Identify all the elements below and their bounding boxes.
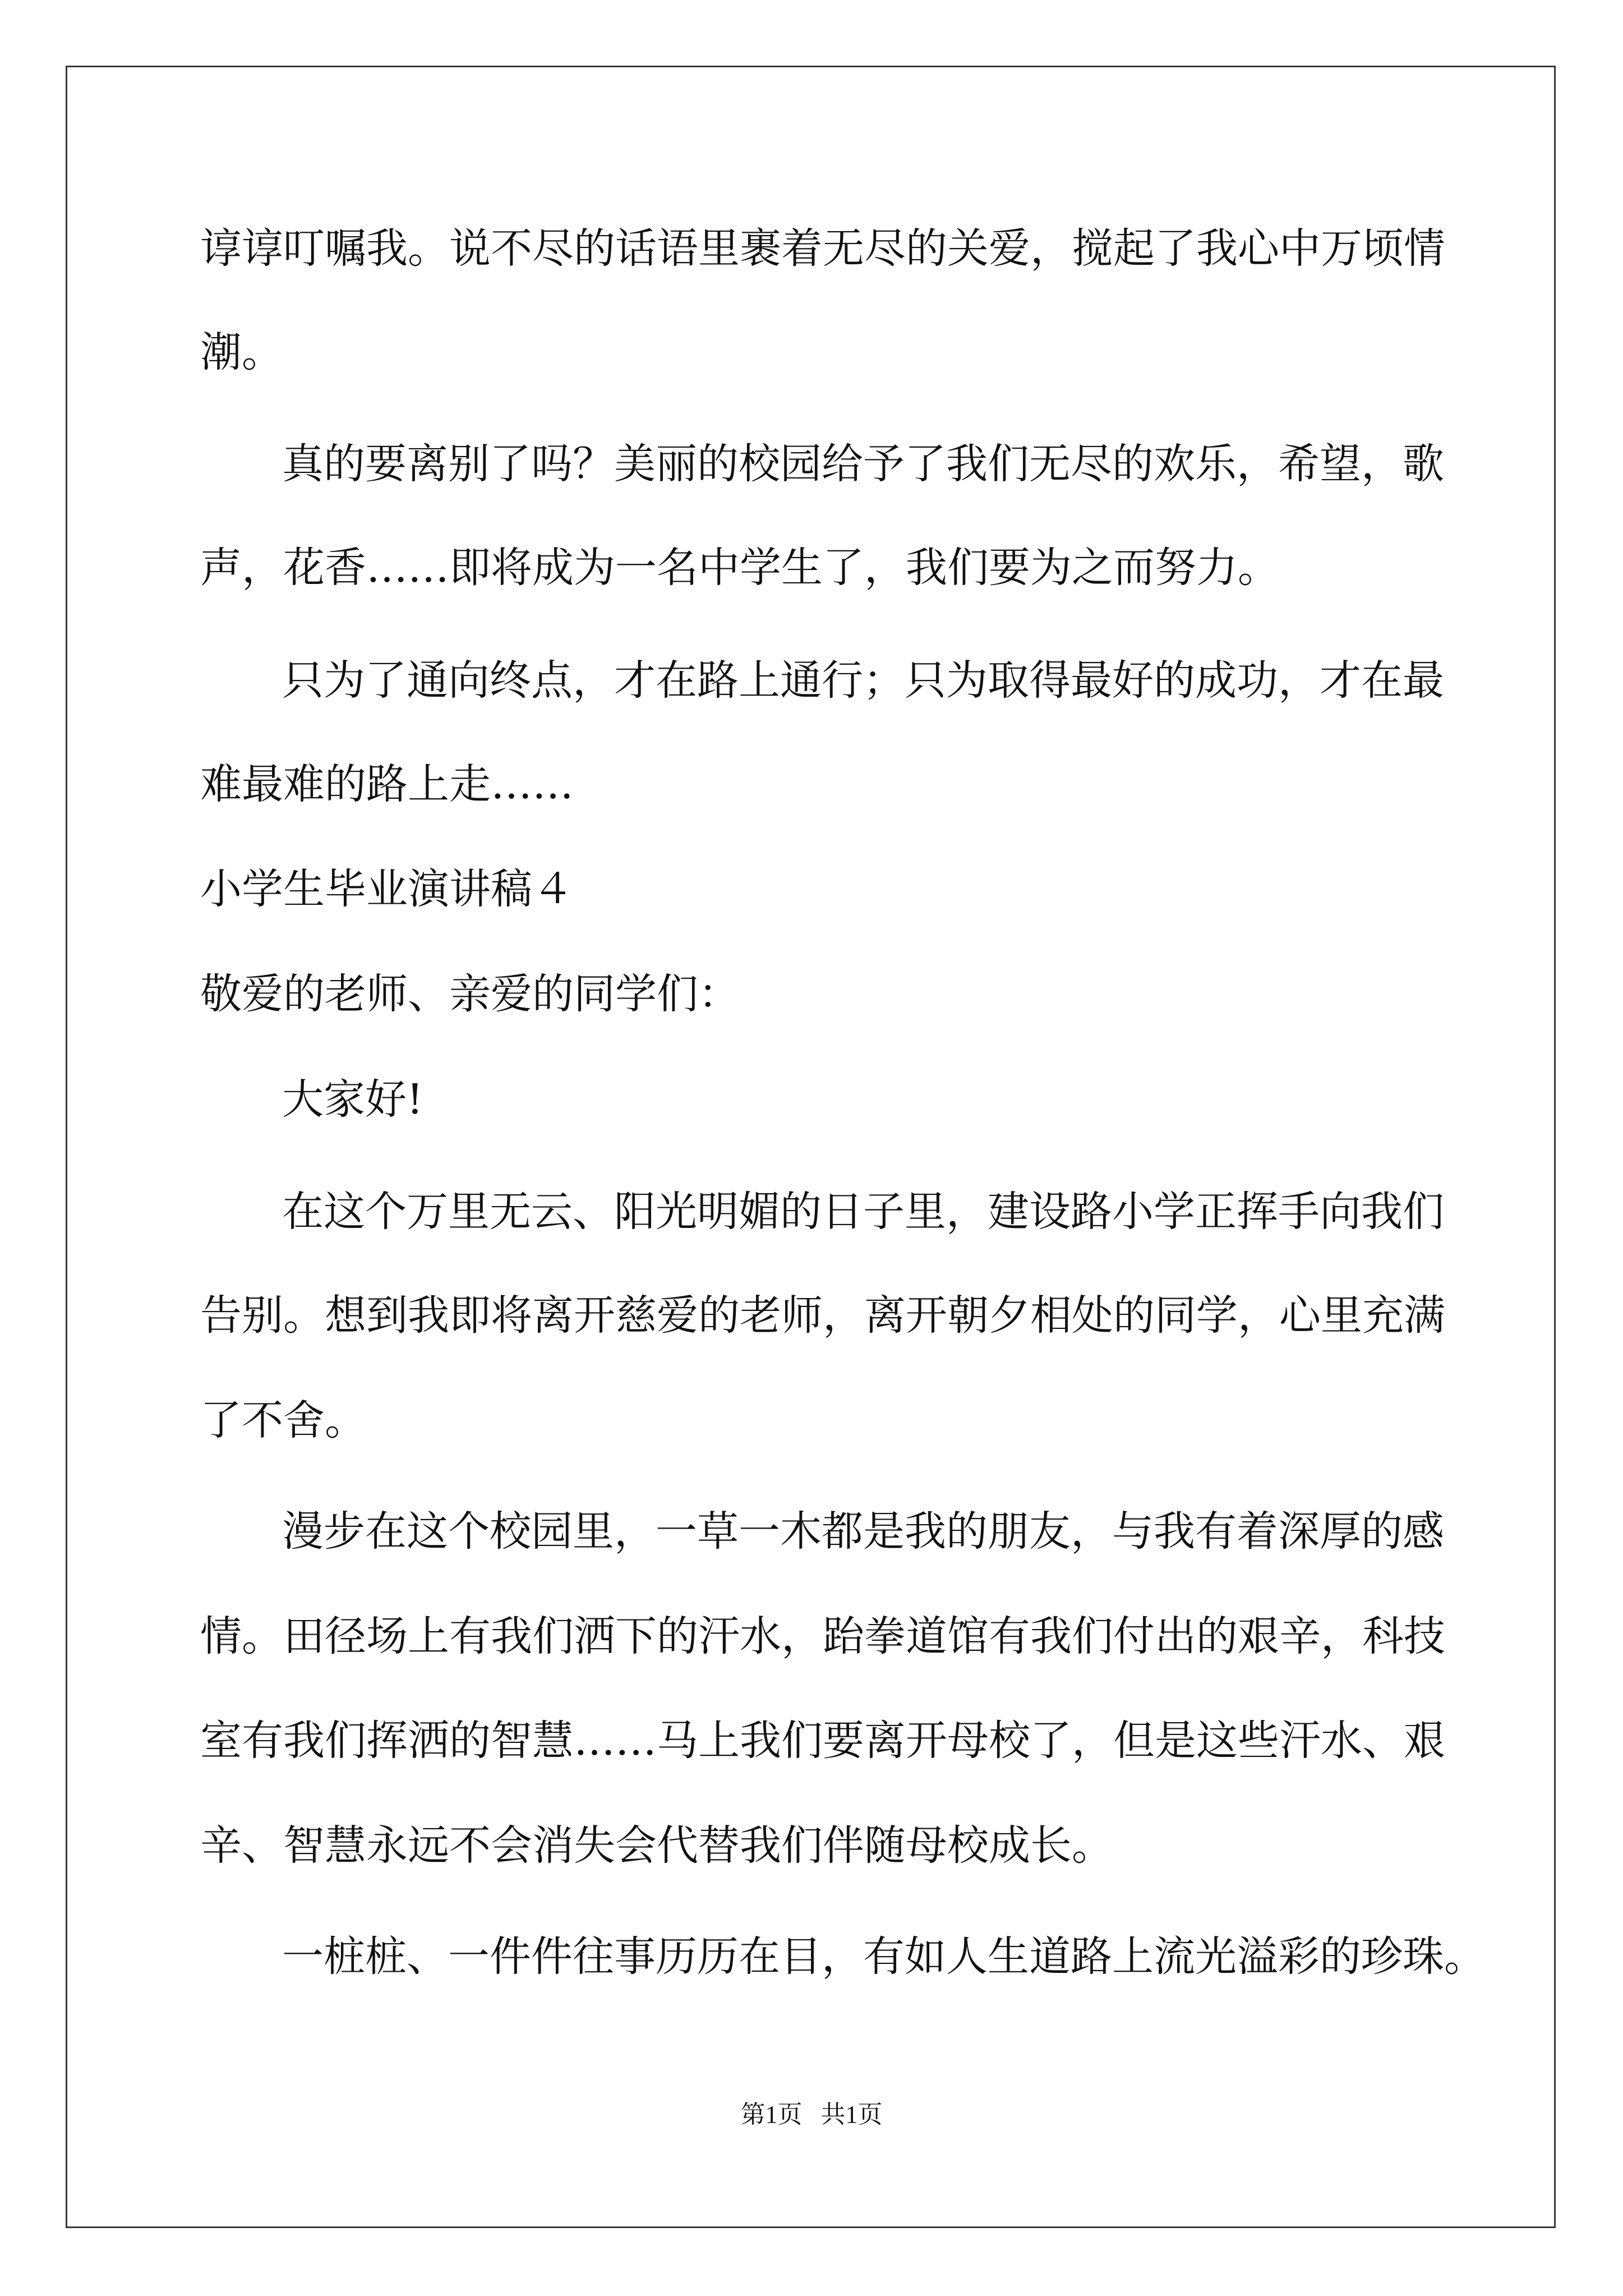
paragraph-line: 谆谆叮嘱我。说不尽的话语里裹着无尽的关爱，搅起了我心中万顷情 [200, 224, 1445, 273]
paragraph-line: 在这个万里无云、阳光明媚的日子里，建设路小学正挥手向我们 [282, 1188, 1444, 1236]
page-number-footer: 第1页 共1页 [740, 2101, 883, 2128]
greeting: 大家好! [282, 1075, 423, 1124]
paragraph-line: 室有我们挥洒的智慧……马上我们要离开母校了，但是这些汗水、艰 [200, 1717, 1445, 1765]
salutation: 敬爱的老师、亲爱的同学们： [200, 970, 740, 1018]
paragraph-line: 潮。 [200, 328, 283, 376]
section-heading: 小学生毕业演讲稿４ [200, 867, 574, 913]
paragraph-line: 一桩桩、一件件往事历历在目，有如人生道路上流光溢彩的珍珠。 [282, 1932, 1486, 1981]
paragraph-line: 真的要离别了吗？美丽的校园给予了我们无尽的欢乐，希望，歌 [282, 440, 1444, 488]
paragraph-line: 声，花香……即将成为一名中学生了，我们要为之而努力。 [200, 544, 1279, 592]
paragraph-line: 漫步在这个校园里，一草一木都是我的朋友，与我有着深厚的感 [282, 1507, 1444, 1556]
paragraph-line: 辛、智慧永远不会消失会代替我们伴随母校成长。 [200, 1821, 1113, 1870]
paragraph-line: 只为了通向终点，才在路上通行；只为取得最好的成功，才在最 [282, 656, 1444, 705]
page-border [66, 66, 1556, 2228]
paragraph-line: 难最难的路上走…… [200, 760, 574, 808]
paragraph-line: 告别。想到我即将离开慈爱的老师，离开朝夕相处的同学，心里充满 [200, 1291, 1445, 1340]
paragraph-line: 了不舍。 [200, 1396, 366, 1444]
paragraph-line: 情。田径场上有我们洒下的汗水，跆拳道馆有我们付出的艰辛，科技 [200, 1612, 1445, 1660]
